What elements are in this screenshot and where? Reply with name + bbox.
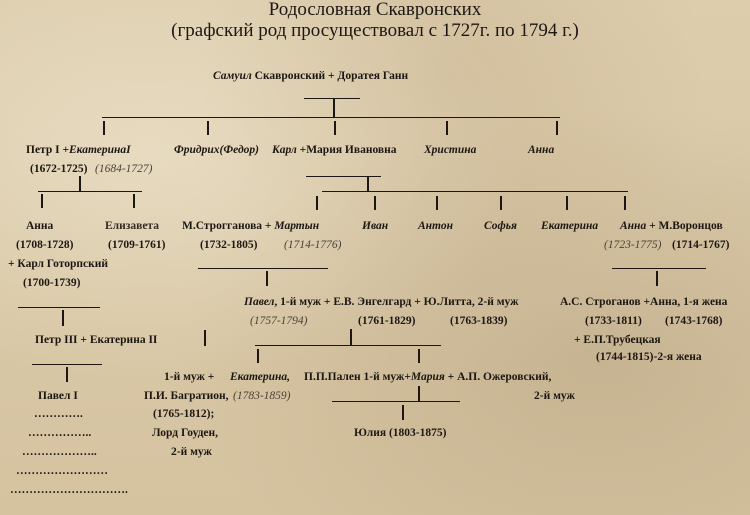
vorontsov-stub-line	[612, 268, 706, 269]
gen1-tick-karl	[334, 121, 336, 135]
mariya-drop-line	[418, 386, 420, 402]
gen1-karl-spouse: +Мария Ивановна	[296, 144, 397, 156]
gen3-stroganov-anna: А.С. Строганов +Анна, 1-я жена	[560, 296, 728, 308]
gen4-dots-1: ………….	[34, 408, 83, 420]
gen4-dots-3: ………………..	[22, 446, 97, 458]
petr3-stub-line	[32, 364, 102, 365]
karl-tick-sofya	[500, 196, 502, 210]
gen4-yuliya: Юлия (1803-1875)	[354, 427, 447, 439]
gen4-muzh2: 2-й муж	[171, 446, 212, 458]
gen3-petr3: Петр III + Екатерина II	[35, 334, 158, 346]
gen4-ekaterina: Екатерина,	[230, 371, 291, 383]
anna-stub-line	[18, 307, 100, 308]
gen2-elizaveta: Елизавета	[105, 220, 159, 232]
gen4-ozherovsky: + А.П. Ожеровский,	[444, 371, 552, 383]
gen1-tick-anna	[556, 121, 558, 135]
root-samuil: Самуил	[213, 70, 252, 82]
petr3-side-line	[204, 330, 206, 346]
petr-drop-line	[79, 176, 81, 192]
gen1-petr: Петр I +	[26, 144, 70, 156]
mariya-children-bar	[332, 401, 460, 402]
mariya-tick-yuliya	[402, 405, 404, 420]
gen4-muzh1: 1-й муж +	[164, 371, 215, 383]
karl-drop-line	[367, 176, 369, 192]
engelgard-children-bar	[255, 345, 441, 346]
gen1-fridrikh: Фридрих(Федор)	[174, 144, 259, 156]
gen3-engelgard-years: (1761-1829)	[358, 315, 416, 327]
page-title: Родословная Скавронских	[268, 0, 482, 20]
petr-tick-anna	[41, 194, 43, 208]
gen4-dots-2: ……………..	[28, 427, 92, 439]
gen3-trubetskaya-years: (1744-1815)-2-я жена	[596, 351, 702, 363]
gen3-pavel-years: (1757-1794)	[250, 315, 308, 327]
gen1-karl-couple	[272, 143, 397, 157]
gen2-martyn: Мартын	[274, 220, 320, 232]
gen2-stroganova-couple	[182, 219, 319, 233]
gen4-palen: П.П.Пален 1-й муж+	[304, 371, 411, 383]
petr3-drop-line	[66, 367, 68, 382]
gen3-trubetskaya: + Е.П.Трубецкая	[574, 334, 661, 346]
karl-tick-ivan	[374, 196, 376, 210]
gen2-anton: Антон	[418, 220, 453, 232]
root-stub-line	[304, 98, 360, 99]
gen1-tick-petr	[103, 121, 105, 135]
gen2-vorontsov: + М.Воронцов	[646, 220, 723, 232]
gen4-mariya: Мария	[410, 371, 445, 383]
karl-tick-anton	[436, 196, 438, 210]
gen1-khristina: Христина	[424, 144, 477, 156]
gen4-bagration-years: (1765-1812);	[153, 408, 215, 420]
gen2-vorontsov-years: (1714-1767)	[672, 239, 730, 251]
gen1-anna: Анна	[528, 144, 555, 156]
gen4-mariya-line	[304, 370, 551, 384]
gen1-petr-years: (1672-1725)	[30, 163, 88, 175]
gen2-anna-years: (1708-1728)	[16, 239, 74, 251]
gen1-ekaterina: ЕкатеринаI	[69, 144, 131, 156]
karl-children-bar	[322, 191, 628, 192]
gen1-ekaterina-years: (1684-1727)	[95, 163, 153, 175]
gen2-anna-spouse-years: (1700-1739)	[23, 277, 81, 289]
gen1-tick-khristina	[446, 121, 448, 135]
gen4-pavel1: Павел I	[38, 390, 78, 402]
engelgard-tick-ekaterina	[257, 349, 259, 363]
petr-children-bar	[38, 191, 142, 192]
gen3-litta-years: (1763-1839)	[450, 315, 508, 327]
gen1-karl: Карл	[272, 144, 297, 156]
gen4-gouden: Лорд Гоуден,	[152, 427, 219, 439]
gen3-pavel: Павел	[244, 296, 275, 308]
martyn-stub-line	[198, 268, 328, 269]
root-couple	[213, 69, 408, 83]
vorontsov-drop-line	[656, 271, 658, 286]
gen4-ozherovsky-muzh: 2-й муж	[534, 390, 575, 402]
karl-tick-martyn	[316, 196, 318, 210]
petr-tick-elizaveta	[133, 194, 135, 208]
gen1-bar-line	[102, 117, 560, 118]
gen2-ekaterina: Екатерина	[541, 220, 599, 232]
karl-tick-ekaterina	[566, 196, 568, 210]
gen3-pavel-line	[244, 295, 519, 309]
gen2-stroganova: М.Строгганова +	[182, 220, 272, 232]
martyn-drop-line	[266, 271, 268, 286]
gen1-petr-couple	[26, 143, 131, 157]
gen2-elizaveta-years: (1709-1761)	[108, 239, 166, 251]
karl-tick-anna	[624, 196, 626, 210]
gen4-ekaterina-years: (1783-1859)	[233, 390, 291, 402]
gen4-dots-5: ………………………….	[10, 484, 128, 496]
anna-drop-line	[62, 310, 64, 326]
root-drop-line	[333, 98, 335, 118]
gen2-ivan: Иван	[362, 220, 389, 232]
gen2-anna: Анна	[26, 220, 54, 232]
gen2-martyn-years: (1714-1776)	[284, 239, 342, 251]
engelgard-drop-line	[350, 329, 352, 346]
page-subtitle: (графский род просуществовал с 1727г. по 1794 г.)	[171, 20, 579, 41]
gen2-anna2: Анна	[620, 220, 647, 232]
gen3-pavel-rest: , 1-й муж + Е.В. Энгелгард + Ю.Литта, 2-й муж	[274, 296, 519, 308]
gen2-anna2-years: (1723-1775)	[604, 239, 662, 251]
gen3-stroganov-years: (1733-1811)	[585, 315, 642, 327]
root-spouses: Скавронский + Доратея Ганн	[251, 70, 409, 82]
gen2-anna-vorontsov-couple	[620, 219, 723, 233]
gen2-anna-spouse: + Карл Готорпский	[8, 258, 108, 270]
gen1-tick-fridrikh	[207, 121, 209, 135]
engelgard-tick-mariya	[418, 349, 420, 363]
gen4-dots-4: ……………………	[16, 465, 108, 477]
gen2-stroganova-years: (1732-1805)	[200, 239, 258, 251]
gen2-sofya: Софья	[484, 220, 517, 232]
karl-stub-line	[306, 176, 381, 177]
gen4-bagration: П.И. Багратион,	[144, 390, 229, 402]
gen3-anna-years: (1743-1768)	[665, 315, 723, 327]
